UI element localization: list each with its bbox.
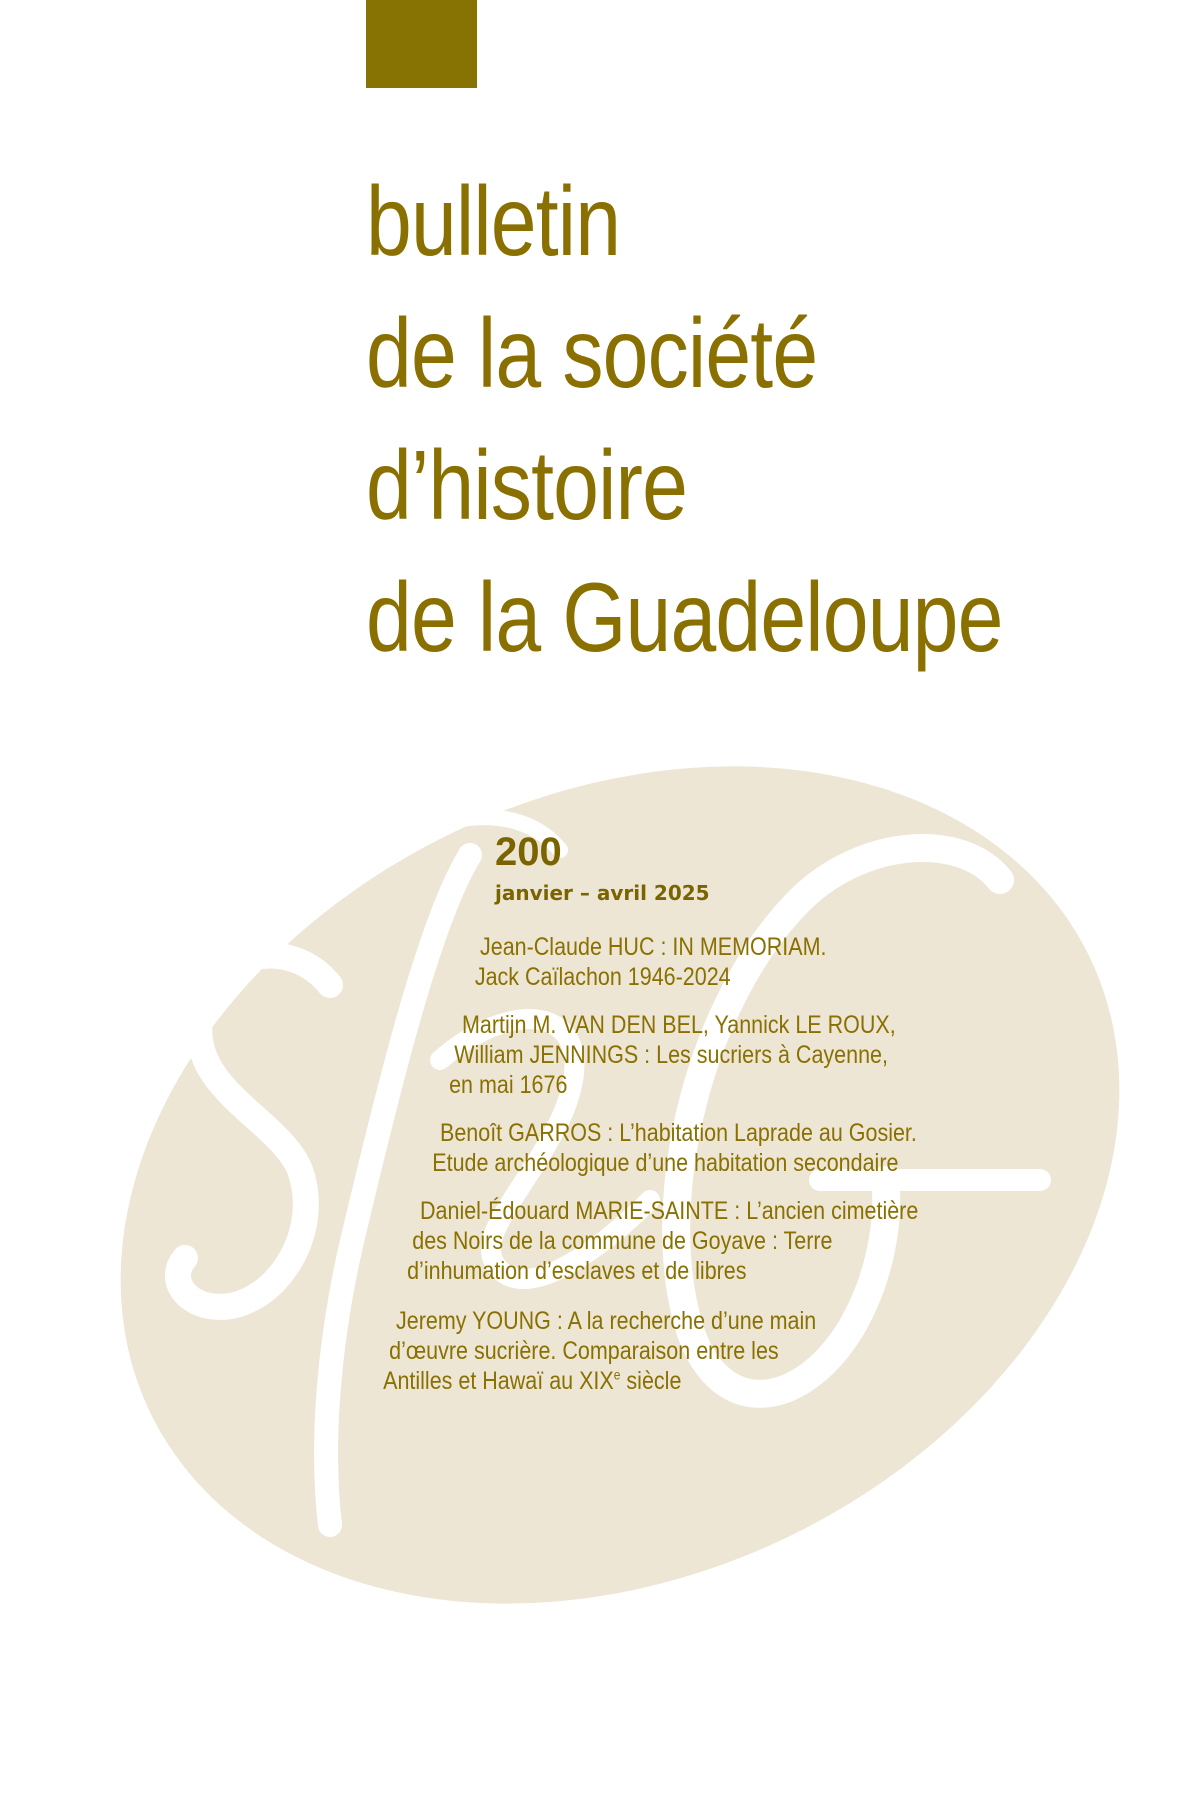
article-5-line-3-end: siècle	[620, 1367, 682, 1395]
title-line-4: de la Guadeloupe	[366, 562, 1003, 672]
article-5-line-3-main: Antilles et Hawaï au XIX	[383, 1367, 614, 1395]
article-2-line-1: Martijn M. VAN DEN BEL, Yannick LE ROUX,	[462, 1011, 896, 1039]
title-line-1: bulletin	[366, 166, 621, 276]
article-1	[474, 932, 827, 992]
title-line-2: de la société	[366, 298, 818, 408]
article-3-line-2: Etude archéologique d’une habitation secondaire	[432, 1149, 899, 1177]
article-4-line-2: des Noirs de la commune de Goyave : Terre	[412, 1227, 833, 1255]
article-5-line-1: Jeremy YOUNG : A la recherche d’une main	[396, 1307, 817, 1335]
article-3	[432, 1118, 917, 1178]
article-4	[407, 1196, 919, 1286]
article-2-line-3: en mai 1676	[449, 1071, 568, 1099]
issue-number: 200	[495, 830, 562, 874]
article-5	[383, 1306, 817, 1396]
issue-period: janvier – avril 2025	[495, 881, 710, 905]
article-2	[449, 1010, 896, 1100]
article-1-line-1: Jean-Claude HUC : IN MEMORIAM.	[480, 933, 827, 961]
article-5-superscript: e	[613, 1366, 621, 1383]
article-1-line-2: Jack Caïlachon 1946-2024	[474, 963, 731, 991]
article-4-line-3: d’inhumation d’esclaves et de libres	[407, 1257, 747, 1285]
article-5-line-2: d’œuvre sucrière. Comparaison entre les	[389, 1337, 779, 1365]
title-line-3: d’histoire	[366, 430, 688, 540]
article-4-line-1: Daniel-Édouard MARIE-SAINTE : L’ancien cimetière	[420, 1197, 919, 1225]
article-2-line-2: William JENNINGS : Les sucriers à Cayenne,	[454, 1041, 888, 1069]
article-3-line-1: Benoît GARROS : L’habitation Laprade au Gosier.	[440, 1119, 917, 1147]
article-5-line-3	[383, 1366, 803, 1396]
